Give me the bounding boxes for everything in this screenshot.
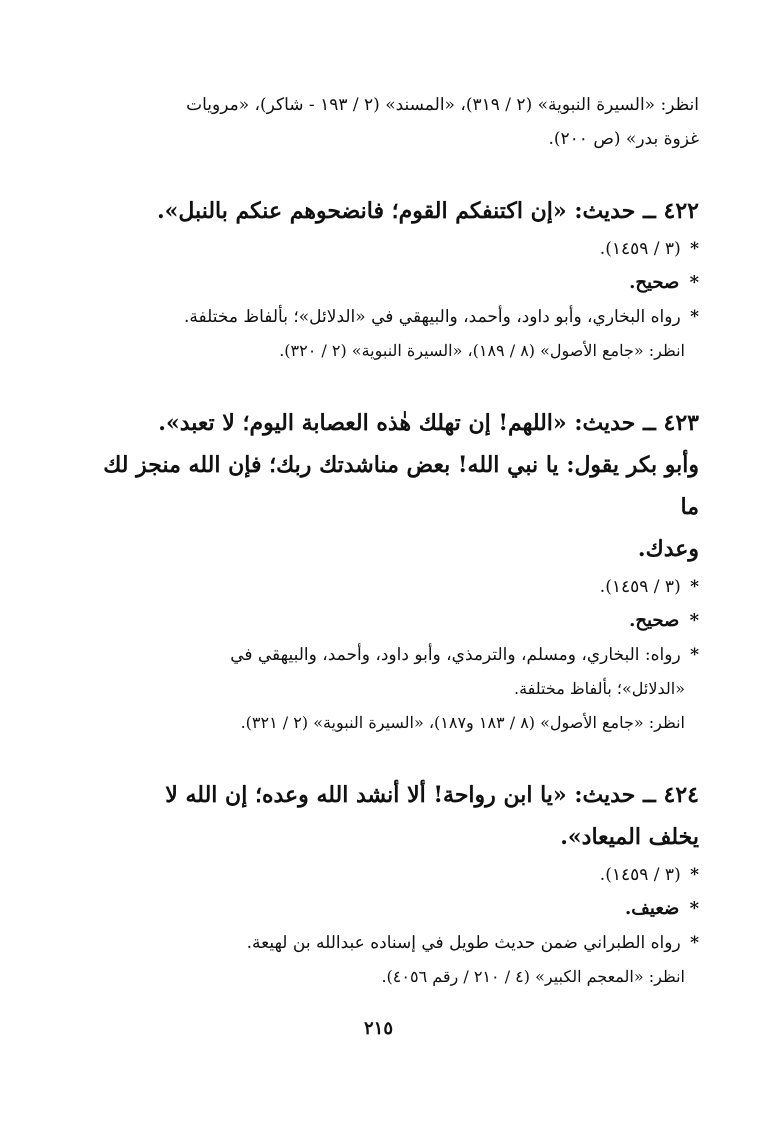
reference-line: انظر: «المعجم الكبير» (٤ / ٢١٠ / رقم ٤٠٥٦). [381, 967, 685, 986]
asterisk-icon: * [690, 307, 699, 327]
asterisk-icon: * [689, 272, 699, 293]
reference-line: انظر: «جامع الأصول» (٨ / ١٨٩)، «السيرة النبوية» (٢ / ٣٢٠). [279, 341, 685, 360]
page-content [90, 88, 699, 994]
narrators-text: رواه البخاري، وأبو داود، وأحمد، والبيهقي في «الدلائل»؛ بألفاظ مختلفة. [183, 307, 681, 327]
narrators-text: رواه: البخاري، ومسلم، والترمذي، وأبو داود، وأحمد، والبيهقي في [230, 645, 681, 665]
hadith-text-line: وأبو بكر يقول: يا نبي الله! بعض مناشدتك ربك؛ فإن الله منجز لك ما [103, 452, 699, 520]
source-volume-text: (٣ / ١٤٥٩). [599, 577, 681, 597]
source-volume-text: (٣ / ١٤٥٩). [599, 865, 681, 885]
hadith-422 [90, 190, 699, 368]
narrators-text: رواه الطبراني ضمن حديث طويل في إسناده عبدالله بن لهيعة. [246, 933, 681, 953]
source-volume-line [90, 858, 699, 892]
asterisk-icon: * [690, 577, 699, 597]
asterisk-icon: * [689, 610, 699, 631]
grading-line [90, 604, 699, 638]
grading-line [90, 266, 699, 300]
asterisk-icon: * [690, 239, 699, 259]
hadith-423 [90, 402, 699, 740]
source-volume-line [90, 570, 699, 604]
grading-text: ضعيف. [624, 898, 680, 919]
asterisk-icon: * [690, 933, 699, 953]
narrators-line [90, 638, 699, 672]
source-volume-line [90, 232, 699, 266]
hadith-text-line: وعدك. [637, 536, 699, 562]
hadith-title: ٤٢٣ ــ حديث: «اللهم! إن تهلك هٰذه العصابة اليوم؛ لا تعبد». [158, 410, 699, 436]
asterisk-icon: * [690, 865, 699, 885]
narrators-continuation: «الدلائل»؛ بألفاظ مختلفة. [514, 679, 685, 698]
source-volume-text: (٣ / ١٤٥٩). [599, 239, 681, 259]
grading-text: صحيح. [629, 610, 680, 631]
narrators-line [90, 300, 699, 334]
reference-line: انظر: «جامع الأصول» (٨ / ١٨٣ و١٨٧)، «السيرة النبوية» (٢ / ٣٢١). [240, 713, 685, 732]
hadith-title: ٤٢٤ ــ حديث: «يا ابن رواحة! ألا أنشد الله وعده؛ إن الله لا [165, 782, 699, 808]
hadith-424 [90, 774, 699, 994]
hadith-title: ٤٢٢ ــ حديث: «إن اكتنفكم القوم؛ فانضحوهم عنكم بالنبل». [156, 198, 699, 224]
intro-reference [90, 88, 699, 156]
narrators-line [90, 926, 699, 960]
grading-line [90, 892, 699, 926]
intro-line-1: انظر: «السيرة النبوية» (٢ / ٣١٩)، «المسند» (٢ / ١٩٣ - شاكر)، «مرويات [186, 95, 699, 115]
hadith-text-line: يخلف الميعاد». [560, 824, 699, 850]
asterisk-icon: * [690, 645, 699, 665]
asterisk-icon: * [689, 898, 699, 919]
intro-line-2: غزوة بدر» (ص ٢٠٠). [548, 129, 699, 149]
grading-text: صحيح. [629, 272, 680, 293]
page-number: ٢١٥ [363, 1018, 393, 1039]
